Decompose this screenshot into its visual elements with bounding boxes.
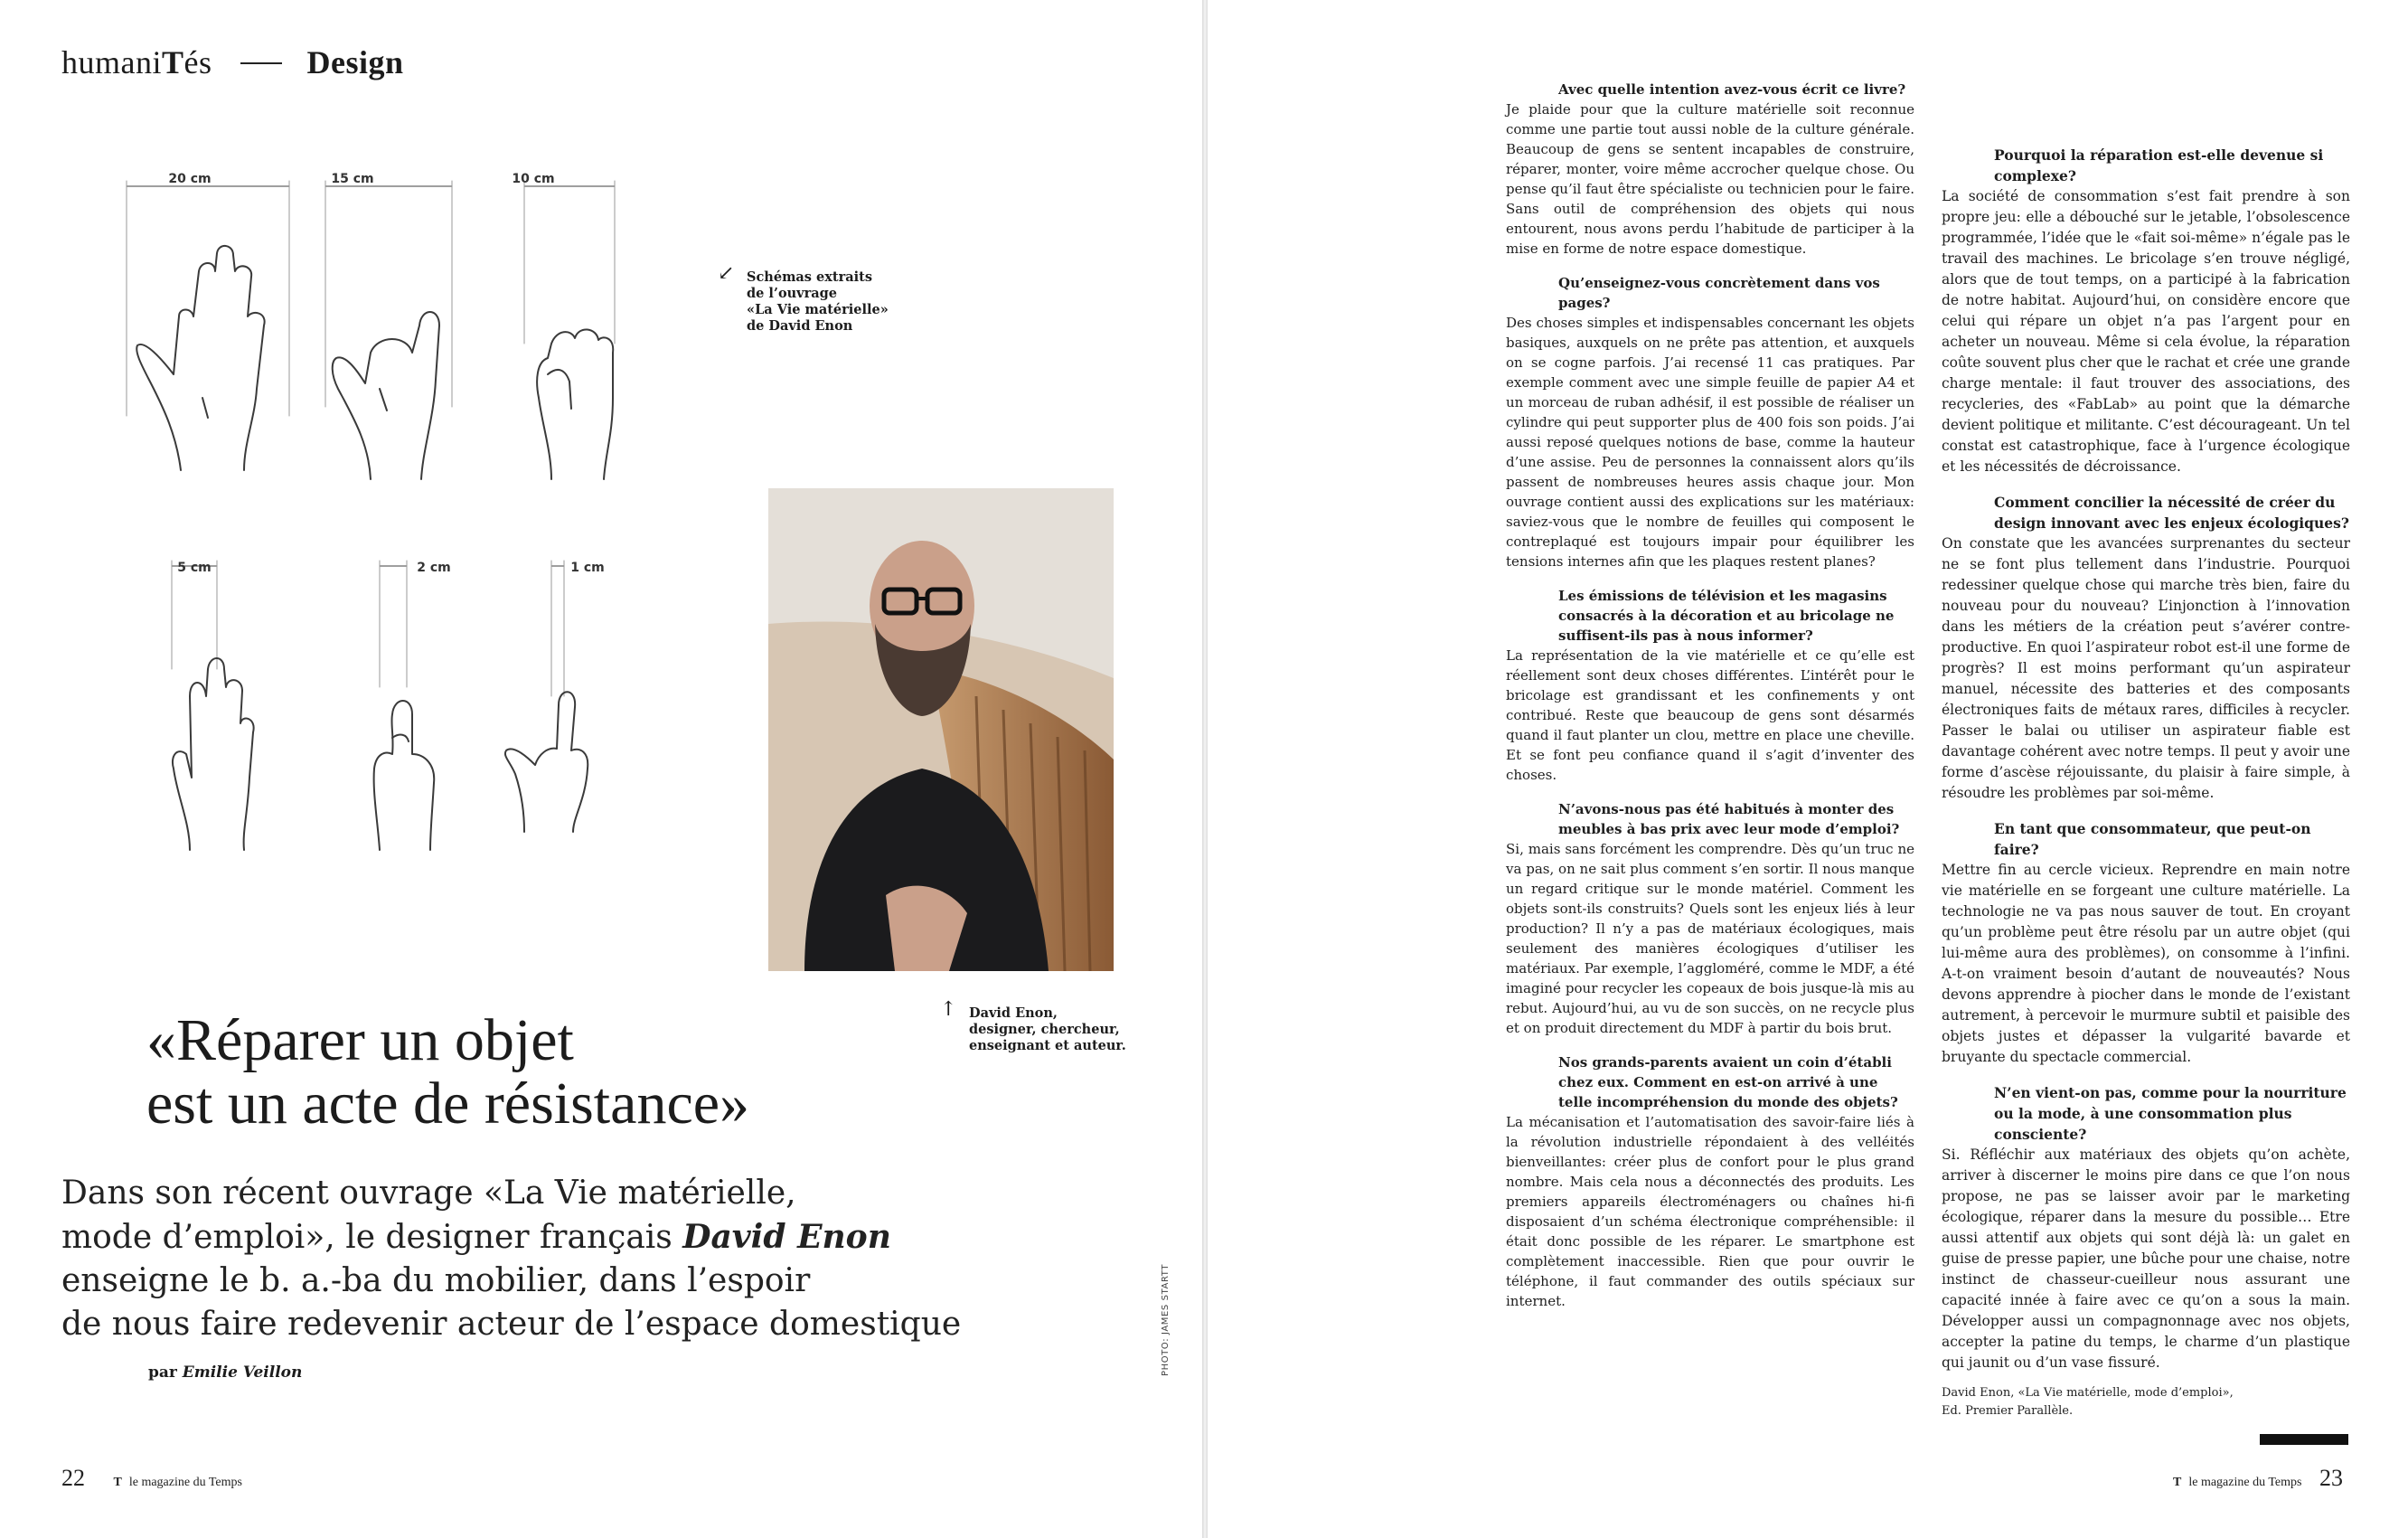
answer: La représentation de la vie matérielle et ce qu’elle est réellement sont deux choses différentes. L’intérêt pour le bricolage est grandissant et les confinements y ont contribué. Reste que beaucoup de gens sont désarmés quand il faut planter un clou, mettre en place une cheville. Et se font peu confiance quand il s’agit d’inventer des choses. (1506, 647, 1914, 783)
end-mark (2260, 1434, 2348, 1445)
answer: On constate que les avancées surprenantes du secteur ne se font plus tellement dans l’industrie. Pourquoi redessiner quelque chose qui marche très bien, faire du nouveau pour du nouveau? L’injonction à l’innovation dans les métiers de la création peut s’avérer contre-productive. En quoi l’aspirateur robot est-il une forme de progrès? Il est moins performant qu’un aspirateur manuel, nécessite des batteries et des composants électroniques faits de métaux rares, difficiles à recycler. Passer le balai ou utiliser un aspirateur fiable est davantage cohérent avec notre temps. Il peut y avoir une forme d’ascèse réjouissante, du plaisir à faire simple, à résoudre les problèmes par soi-même. (1942, 535, 2350, 801)
article-headline: «Réparer un objet est un acte de résistance» (146, 1007, 750, 1137)
magazine-mark: T (2173, 1476, 2182, 1489)
byline: par Emilie Veillon (148, 1363, 303, 1382)
arrow-up-icon: ↑ (940, 998, 957, 1021)
portrait-svg (768, 488, 1114, 971)
question: En tant que consommateur, que peut-on faire? (1994, 820, 2311, 858)
page-number: 23 (2319, 1465, 2343, 1491)
header-dash (240, 62, 282, 64)
question: Nos grands-parents avaient un coin d’établi chez eux. Comment en est-on arrivé à une telle incompréhension du monde des objets? (1558, 1054, 1898, 1110)
label-10cm: 10 cm (512, 172, 555, 186)
answer: Je plaide pour que la culture matérielle soit reconnue comme une partie tout aussi noble de la culture générale. Beaucoup de gens se sentent incapables de construire, réparer, monter, voire même accrocher quelque chose. Ou pense qu’il faut être spécialiste ou technicien pour le faire. Sans outil de compréhension des objets qui nous entourent, nous avons perdu l’habitude de participer à la mise en forme de notre espace domestique. (1506, 101, 1914, 257)
question: Qu’enseignez-vous concrètement dans vos pages? (1558, 275, 1880, 311)
label-1cm: 1 cm (570, 561, 605, 575)
designer-name: David Enon (682, 1218, 891, 1256)
section-header (61, 43, 404, 81)
hands-caption: ↙ Schémas extraits de l’ouvrage «La Vie matérielle» de David Enon (718, 262, 889, 334)
magazine-name: le magazine du Temps (128, 1476, 242, 1489)
arrow-down-left-icon: ↙ (718, 262, 735, 285)
question: N’en vient-on pas, comme pour la nourriture ou la mode, à une consommation plus consciente? (1994, 1084, 2347, 1143)
label-2cm: 2 cm (417, 561, 451, 575)
page-number: 22 (61, 1465, 85, 1491)
hands-svg (108, 163, 696, 859)
article-column-2 (1942, 145, 2350, 1420)
question: Les émissions de télévision et les magasins consacrés à la décoration et au bricolage ne suffisent-ils pas à nous informer? (1558, 588, 1895, 644)
hand-20cm (127, 181, 289, 470)
label-5cm: 5 cm (177, 561, 212, 575)
hand-measure-illustration (108, 163, 696, 859)
author-name: Emilie Veillon (182, 1363, 303, 1382)
label-20cm: 20 cm (168, 172, 212, 186)
left-page (0, 0, 1202, 1538)
magazine-name: le magazine du Temps (2188, 1476, 2302, 1489)
section-title: Design (306, 44, 404, 80)
answer: Si. Réfléchir aux matériaux des objets qu’on achète, arriver à discerner le moins pire dans ce que l’on nous propose, ne pas se laisser avoir par le marketing écologique, réparer dans la mesure du possible… Etre aussi attentif aux objets qui sont déjà là: un galet en guise de presse papier, une bûche pour une chaise, notre instinct de chasseur-cueilleur nous assurant une capacité innée à faire avec ce qu’on a sous la main. Développer aussi un compagnonnage avec nos objets, accepter la patine du temps, le charme d’un plastique qui jaunit ou d’un vase fissuré. (1942, 1146, 2350, 1371)
hand-10cm (524, 181, 615, 479)
footer-left (61, 1465, 242, 1492)
answer: Si, mais sans forcément les comprendre. Dès qu’un truc ne va pas, on ne sait plus comment s’en sortir. Il nous manque un regard critique sur le monde matériel. Comment les objets sont-ils construits? Quels sont les enjeux liés à leur production? Il n’y a pas de matériaux écologiques, mais seulement des manières écologiques d’utiliser les matériaux. Par exemple, l’aggloméré, comme le MDF, a été imaginé pour recycler les copeaux de bois jusque-là mis au rebut. Aujourd’hui, au vu de son succès, on ne recycle plus et on produit directement du MDF à partir du bois brut. (1506, 841, 1914, 1036)
hand-15cm (325, 181, 452, 479)
question: Pourquoi la réparation est-elle devenue si complexe? (1994, 146, 2324, 184)
question: Avec quelle intention avez-vous écrit ce livre? (1558, 81, 1906, 98)
right-page (1208, 0, 2408, 1538)
question: N’avons-nous pas été habitués à monter des meubles à bas prix avec leur mode d’emploi? (1558, 801, 1900, 837)
footer-right (2166, 1465, 2343, 1492)
answer: Des choses simples et indispensables concernant les objets basiques, auxquels on ne prête pas attention, et auxquels on se cogne parfois. J’ai recensé 11 cas pratiques. Par exemple comment avec une simple feuille de papier A4 et un morceau de ruban adhésif, il est possible de réaliser un cylindre qui peut supporter plus de 400 fois son poids. J’ai aussi reposé quelques notions de base, comme la hauteur d’une assise. Peu de personnes la connaissent alors qu’ils passent de nombreuses heures assis chaque jour. Mon ouvrage contient aussi des explications sur les matériaux: saviez-vous que le nombre de feuilles qui composent le contreplaqué est toujours impair pour équilibrer les tensions internes afin que les plaques restent planes? (1506, 315, 1914, 570)
article-intro: Dans son récent ouvrage «La Vie matérielle, mode d’emploi», le designer français David Enon enseigne le b. a.-ba du mobilier, dans l’espoir de nous faire redevenir acteur de l’espace domestique (61, 1175, 962, 1343)
question: Comment concilier la nécessité de créer du design innovant avec les enjeux écologiques? (1994, 494, 2349, 532)
photo-credit: PHOTO: JAMES STARTT (1161, 1263, 1171, 1376)
photo-caption: ↑ David Enon, designer, chercheur, enseignant et auteur. (940, 998, 1126, 1053)
hand-2cm (374, 561, 435, 850)
brand-name: humaniTés (61, 44, 212, 80)
answer: La mécanisation et l’automatisation des savoir-faire liés à la révolution industrielle répondaient à des velléités bienveillantes: créer plus de confort pour le plus grand nombre. Mais cela nous a déconnectés des produits. Les premiers appareils électroménagers ou chaînes hi-fi disposaient d’un schéma électronique compréhensible: il était donc possible de les réparer. Le smartphone est complètement inaccessible. Rien que pour ouvrir le téléphone, il faut commander des outils spéciaux sur internet. (1506, 1114, 1914, 1309)
portrait-photo (768, 488, 1114, 971)
book-reference: David Enon, «La Vie matérielle, mode d’emploi», Ed. Premier Parallèle. (1942, 1386, 2234, 1418)
label-15cm: 15 cm (331, 172, 374, 186)
hand-1cm (505, 561, 588, 832)
magazine-mark: T (113, 1476, 122, 1489)
answer: La société de consommation s’est fait prendre à son propre jeu: elle a débouché sur le jetable, l’obsolescence programmée, l’idée que le «fait soi-même» n’égale pas le travail des machines. Le bricolage s’en trouve négligé, alors que de tout temps, on a participé à la fabrication de notre habitat. Aujourd’hui, on considère encore que celui qui répare un objet n’a pas l’argent pour en acheter un nouveau. Même si cela évolue, la réparation coûte souvent plus cher que le rachat et crée une grande charge mentale: il faut trouver des associations, des recycleries, des «FabLab» au point que la démarche devient politique et militante. C’est décourageant. Un tel constat est catastrophique, face à l’urgence écologique et les nécessités de décroissance. (1942, 188, 2350, 475)
answer: Mettre fin au cercle vicieux. Reprendre en main notre vie matérielle en se forgeant une culture matérielle. La technologie ne va pas nous sauver de tout. En croyant qu’un problème peut être résolu par un autre objet (qui lui-même aura des problèmes), on consomme à l’infini. A-t-on vraiment besoin d’autant de nouveautés? Nous devons apprendre à piocher dans le monde de l’existant autrement, à percevoir le murmure subtil et paisible des objets justes et dépasser la vulgarité bavarde et bruyante du spectacle commercial. (1942, 862, 2350, 1065)
hand-5cm (172, 561, 254, 850)
article-column-1 (1506, 80, 1914, 1311)
